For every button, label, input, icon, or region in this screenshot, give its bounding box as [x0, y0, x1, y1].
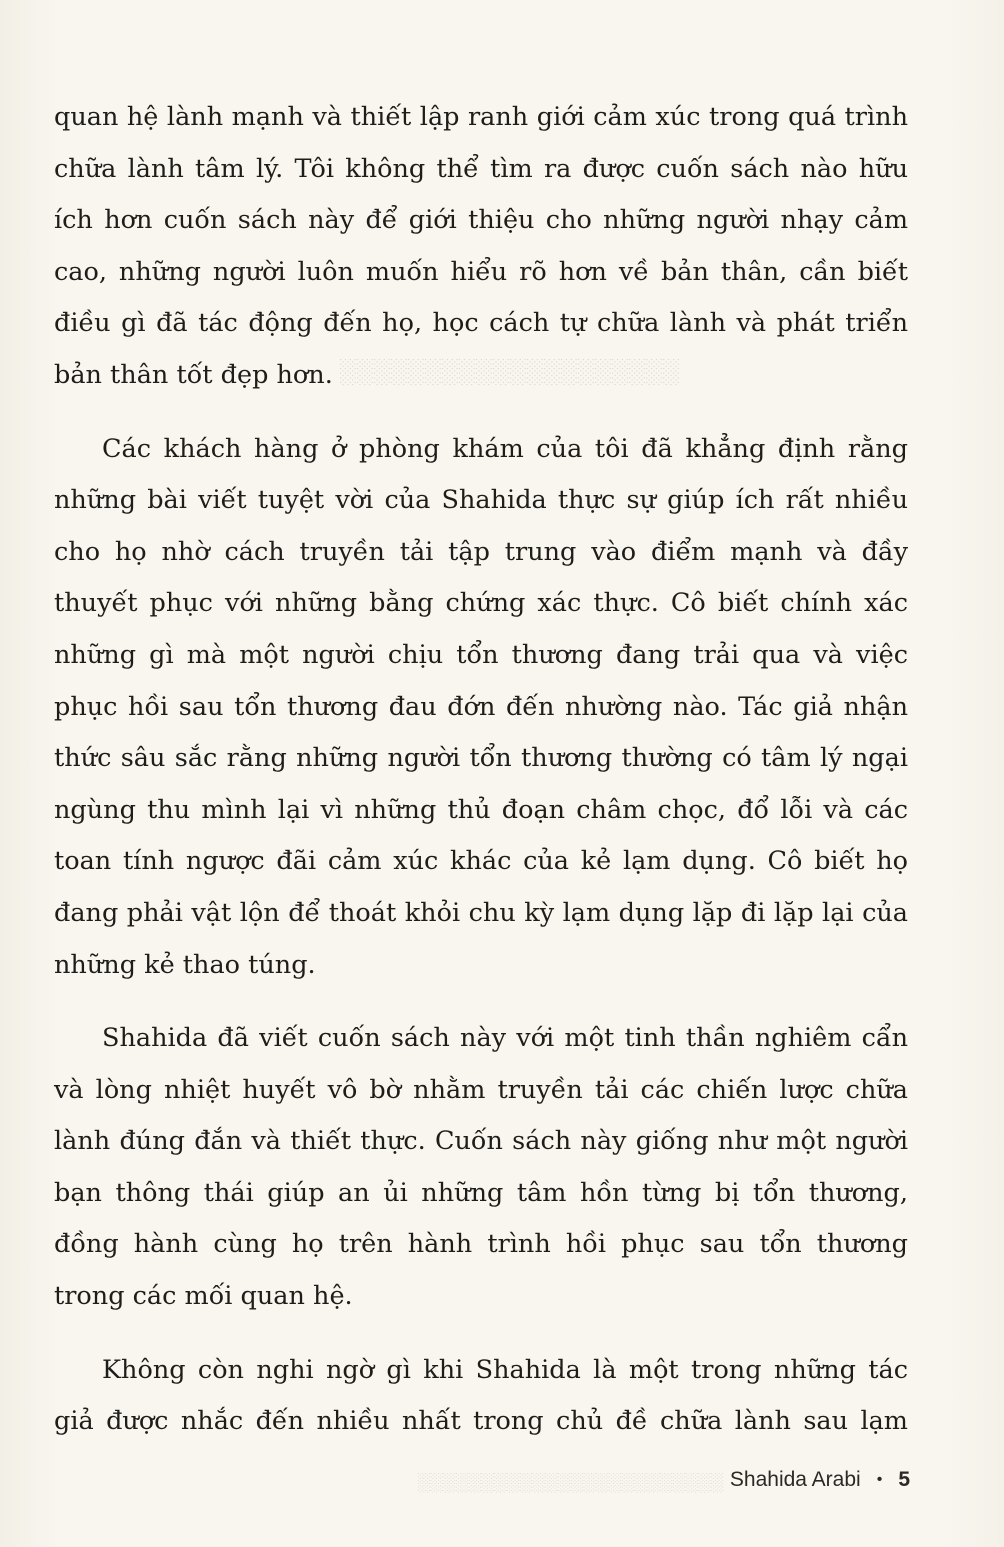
paragraph	[54, 92, 908, 402]
text-line: Shahida đã viết cuốn sách này với một tinh thần nghiêm cẩn	[102, 1023, 908, 1054]
text-line: những gì mà một người chịu tổn thương đang trải qua và việc	[54, 639, 908, 670]
paragraph	[54, 424, 908, 992]
text-line: toan tính ngược đãi cảm xúc khác của kẻ lạm dụng. Cô biết họ	[54, 846, 908, 877]
text-line: những kẻ thao túng.	[54, 949, 316, 980]
text-line: cao, những người luôn muốn hiểu rõ hơn về bản thân, cần biết	[54, 256, 908, 287]
body-text	[54, 92, 908, 1470]
text-line: thức sâu sắc rằng những người tổn thương thường có tâm lý ngại	[54, 743, 908, 774]
text-line: quan hệ lành mạnh và thiết lập ranh giới cảm xúc trong quá trình	[54, 102, 908, 132]
text-line: đồng hành cùng họ trên hành trình hồi phục sau tổn thương	[54, 1229, 908, 1260]
text-line: ích hơn cuốn sách này để giới thiệu cho những người nhạy cảm	[54, 205, 908, 236]
text-line: và lòng nhiệt huyết vô bờ nhằm truyền tải các chiến lược chữa	[54, 1074, 908, 1105]
text-line: những bài viết tuyệt vời của Shahida thực sự giúp ích rất nhiều	[54, 485, 908, 516]
text-line: phục hồi sau tổn thương đau đớn đến nhường nào. Tác giả nhận	[54, 691, 908, 722]
bleed-through-text: ░░░░░░░░░░░░░░░░░░░░░░░░	[418, 1472, 725, 1492]
text-line: lành đúng đắn và thiết thực. Cuốn sách này giống như một người	[54, 1126, 908, 1157]
text-line: chữa lành tâm lý. Tôi không thể tìm ra được cuốn sách nào hữu	[54, 153, 908, 184]
text-line: Không còn nghi ngờ gì khi Shahida là một trong những tác	[102, 1354, 908, 1385]
running-footer	[730, 1468, 910, 1492]
text-line: ngùng thu mình lại vì những thủ đoạn châm chọc, đổ lỗi và các	[54, 794, 908, 825]
text-line: điều gì đã tác động đến họ, học cách tự chữa lành và phát triển	[54, 308, 908, 339]
separator-dot: •	[876, 1471, 883, 1488]
paragraph	[54, 1345, 908, 1448]
text-line: đang phải vật lộn để thoát khỏi chu kỳ lạm dụng lặp đi lặp lại của	[54, 897, 908, 928]
text-line: bạn thông thái giúp an ủi những tâm hồn từng bị tổn thương,	[54, 1177, 908, 1208]
bleed-through-text: ░░░░░░░░░░░░░░░░░░░░	[340, 358, 681, 385]
text-line: giả được nhắc đến nhiều nhất trong chủ đề chữa lành sau lạm	[54, 1406, 908, 1437]
text-line: Các khách hàng ở phòng khám của tôi đã khẳng định rằng	[102, 433, 908, 464]
paragraph	[54, 1013, 908, 1323]
page-number: 5	[898, 1468, 910, 1491]
text-line: cho họ nhờ cách truyền tải tập trung vào điểm mạnh và đầy	[54, 536, 908, 567]
author-name: Shahida Arabi	[729, 1468, 861, 1491]
text-line: bản thân tốt đẹp hơn.	[54, 359, 333, 390]
text-line: trong các mối quan hệ.	[54, 1281, 353, 1312]
text-line: thuyết phục với những bằng chứng xác thực. Cô biết chính xác	[54, 588, 908, 619]
